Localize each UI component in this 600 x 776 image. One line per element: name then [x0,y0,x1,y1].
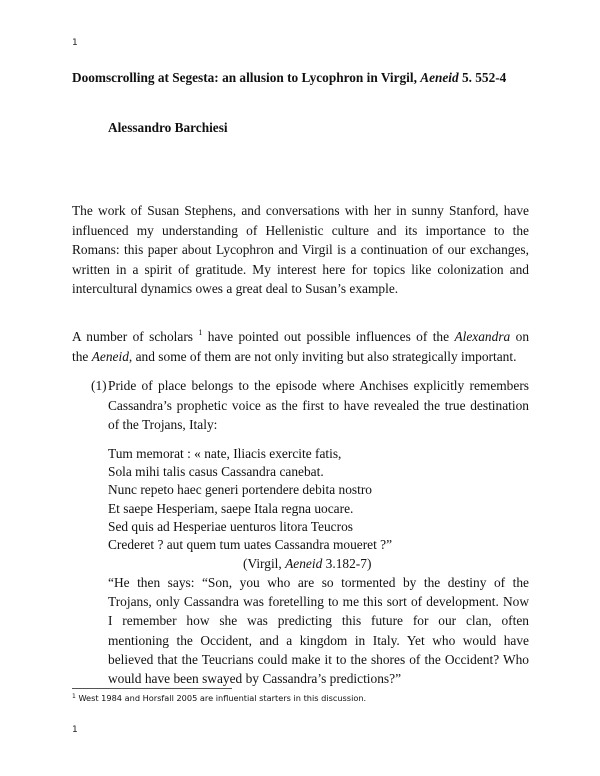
text-line: of the Trojans, Italy: [108,417,218,432]
text-line: mentioning the Occident, and a kingdom in Italy. Yet who would have [108,632,529,648]
text-line: I remember how she was predicting this future for our clan, often [108,613,529,629]
footnote-ref[interactable]: 1 [198,328,203,337]
citation-prefix: (Virgil, [243,556,282,571]
p2-work-alexandra: Alexandra [454,329,511,344]
latin-quote [108,445,392,554]
paragraph-dedication [72,201,529,299]
quote-line: Et saepe Hesperiam, saepe Itala regna uocare. [108,500,354,516]
quote-line: Sola mihi talis casus Cassandra canebat. [108,464,324,480]
text-line: would have been swayed by Cassandra’s predictions?” [108,671,402,687]
quote-line: Tum memorat : « nate, Iliacis exercite fatis, [108,446,342,461]
text-line [72,347,529,367]
quote-citation [243,554,371,574]
title-main: Doomscrolling at Segesta: an allusion to Lycophron in Virgil, [72,70,417,85]
p2-l1-a: A number of scholars [72,329,194,344]
text-line: Cassandra’s prophetic voice as the first to have revealed the true destination [108,397,529,413]
citation-ref: 3.182-7) [325,556,372,571]
title-ref: 5. 552-4 [461,70,507,85]
author-name: Alessandro Barchiesi [108,120,228,135]
list-item-text [108,376,529,435]
header-page-number: 1 [72,38,78,48]
text-line: believed that the Teucrians could make it to the shores of the Occident? Who [108,651,529,667]
text-line: written in a spirit of gratitude. My interest here for topics like colonization and [72,261,529,277]
text-line: intercultural dynamics owes a great deal to Susan’s example. [72,281,399,296]
quote-line: Crederet ? aut quem tum uates Cassandra moueret ?” [108,537,393,553]
quote-line: Sed quis ad Hesperiae uenturos litora Teucros [108,518,353,534]
text-line: Romans: this paper about Lycophron and Virgil is a continuation of our exchanges, [72,242,529,257]
text-line: influenced my understanding of Hellenistic culture and its importance to the [72,222,529,238]
text-line: The work of Susan Stephens, and conversations with her in sunny Stanford, have [72,203,529,218]
footnote [72,693,366,703]
p2-l1-b: have pointed out possible influences of the [207,329,450,344]
footer-page-number: 1 [72,725,78,735]
text-line: Trojans, only Cassandra was foretelling to me this sort of development. Now [108,594,529,610]
list-marker: (1) [91,378,107,393]
text-line: Pride of place belongs to the episode where Anchises explicitly remembers [108,378,529,393]
footnote-separator [72,688,232,689]
p2-work-aeneid: Aeneid [91,348,129,364]
translation [108,573,529,688]
paragraph-scholars [72,327,529,366]
footnote-text: West 1984 and Horsfall 2005 are influential starters in this discussion. [78,693,367,703]
text-line: “He then says: “Son, you who are so tormented by the destiny of the [108,575,529,590]
title-work: Aeneid [420,70,459,85]
paper-title [72,70,506,86]
quote-line: Nunc repeto haec generi portendere debita nostro [108,482,372,498]
p2-l1-c: on [515,329,530,344]
p2-l2-a: the [72,348,89,364]
citation-work: Aeneid [285,556,323,571]
p2-l2-b: , and some of them are not only inviting but also strategically important. [128,348,517,364]
text-line [72,327,529,347]
footnote-marker: 1 [72,693,76,700]
